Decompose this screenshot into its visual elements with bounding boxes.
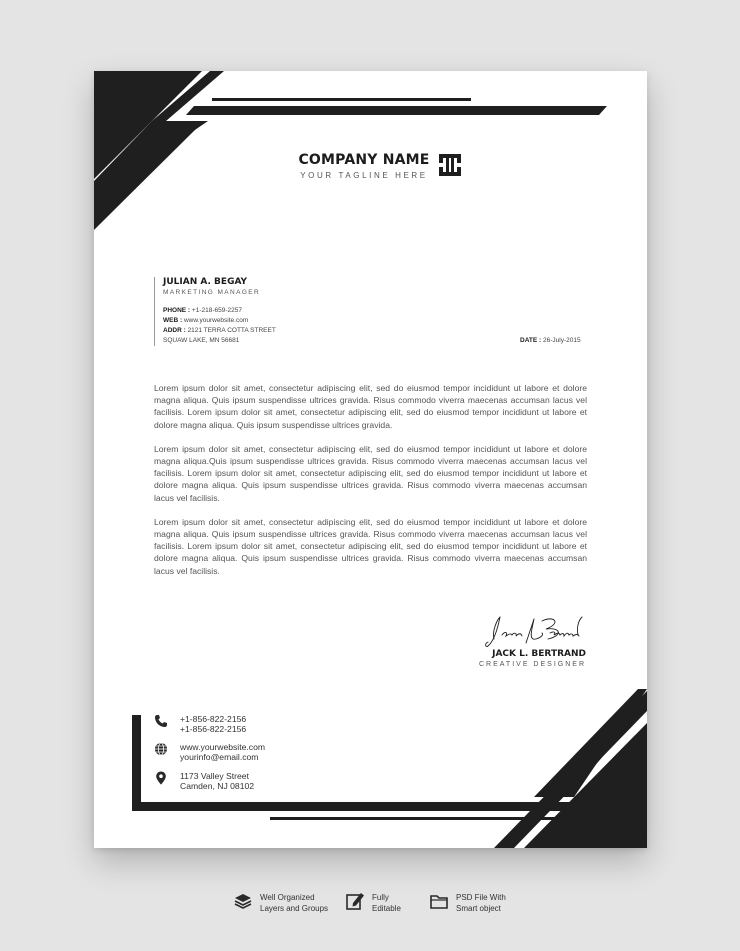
- sender-addr-line1: 2121 TERRA COTTA STREET: [187, 327, 276, 334]
- feature-layers-line1: Well Organized: [260, 893, 315, 902]
- date-label: DATE :: [520, 337, 542, 344]
- contact-email[interactable]: yourinfo@email.com: [180, 752, 259, 762]
- sender-phone: +1-218-659-2257: [191, 307, 242, 314]
- letter-body: [154, 382, 587, 589]
- date-value: 26-July-2015: [543, 337, 581, 344]
- layers-icon: [233, 891, 253, 911]
- signer-title: CREATIVE DESIGNER: [479, 661, 586, 668]
- contact-phone-2: +1-856-822-2156: [180, 724, 247, 734]
- feature-footer: [0, 890, 740, 920]
- company-block: [264, 151, 464, 182]
- signer-block: [434, 648, 586, 670]
- sender-addr-line2: SQUAW LAKE, MN 56681: [163, 337, 240, 344]
- contact-address-2: Camden, NJ 08102: [180, 781, 255, 791]
- sender-web-label: WEB :: [163, 317, 183, 324]
- folder-icon: [429, 891, 449, 911]
- company-logo-icon: [438, 153, 462, 177]
- body-paragraph: Lorem ipsum dolor sit amet, consectetur adipiscing elit, sed do eiusmod tempor incididunt ut labore et dolore magna aliqua. Quis ipsum suspendisse ultrices gravida. Risus commodo viverra maecenas accumsan lacus vel facilisis. Lorem ipsum dolor sit amet, consectetur adipiscing elit, sed do eiusmod tempor incididunt ut labore et dolore magna aliqua. Quis ipsum suspendisse ultrices gravida.: [154, 383, 587, 430]
- sender-phone-row: [163, 306, 276, 316]
- contact-address-1: 1173 Valley Street: [180, 771, 249, 781]
- signer-name: JACK L. BERTRAND: [492, 649, 586, 659]
- location-pin-icon: [154, 771, 168, 785]
- sender-name: JULIAN A. BEGAY: [163, 277, 248, 287]
- feature-editable-line2: Editable: [372, 904, 401, 913]
- letterhead-sheet: [94, 71, 647, 848]
- feature-psd-line2: Smart object: [456, 904, 501, 913]
- body-paragraph: Lorem ipsum dolor sit amet, consectetur adipiscing elit, sed do eiusmod tempor incididunt ut labore et dolore magna aliqua. Quis ipsum suspendisse ultrices gravida. Risus commodo viverra maecenas accumsan lacus vel facilisis. Lorem ipsum dolor sit amet, consectetur adipiscing elit, sed do eiusmod tempor incididunt ut labore et dolore magna aliqua. Quis ipsum suspendisse ultrices gravida. Risus commodo viverra maecenas accumsan lacus vel facilisis.: [154, 516, 587, 576]
- sender-addr-row: [163, 326, 276, 336]
- phone-icon: [154, 714, 168, 728]
- contact-phone-1: +1-856-822-2156: [180, 714, 247, 724]
- feature-psd-line1: PSD File With: [456, 893, 506, 902]
- sender-phone-label: PHONE :: [163, 307, 191, 314]
- sender-web: www.yourwebsite.com: [183, 317, 249, 324]
- sender-web-row: [163, 316, 276, 326]
- feature-layers-line2: Layers and Groups: [260, 904, 329, 913]
- globe-icon: [154, 742, 168, 756]
- sender-info: [154, 277, 276, 346]
- contact-website[interactable]: www.yourwebsite.com: [180, 742, 266, 752]
- sender-addr-label: ADDR :: [163, 327, 186, 334]
- company-tagline: YOUR TAGLINE HERE: [300, 171, 428, 180]
- sender-title: MARKETING MANAGER: [163, 289, 261, 296]
- letter-date: [520, 337, 581, 344]
- feature-editable-line1: Fully: [372, 893, 389, 902]
- body-paragraph: Lorem ipsum dolor sit amet, consectetur adipiscing elit, sed do eiusmod tempor incididunt ut labore et dolore magna aliqua.Quis ipsum suspendisse ultrices gravida. Risus commodo viverra maecenas accumsan lacus vel facilisis. Lorem ipsum dolor sit amet, consectetur adipiscing elit, sed do eiusmod tempor incididunt ut labore et dolore magna aliqua. Quis ipsum suspendisse ultrices gravida. Risus commodo viverra maecenas accumsan lacus vel facilisis.: [154, 443, 587, 503]
- edit-icon: [345, 891, 365, 911]
- company-name: COMPANY NAME: [298, 152, 430, 168]
- handwritten-signature: [484, 613, 589, 649]
